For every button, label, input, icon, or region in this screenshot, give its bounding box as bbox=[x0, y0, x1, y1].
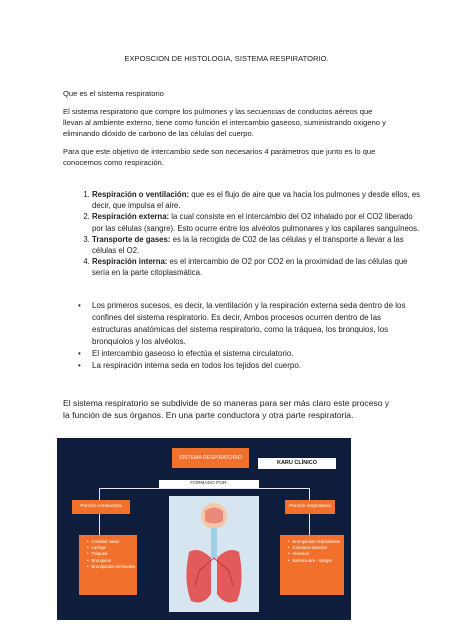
list-item: • Bronquiolos terminales bbox=[87, 564, 137, 570]
list-item: • Conducto alveolar bbox=[288, 545, 344, 551]
list-item: • Bronquiolos respiratorios bbox=[288, 539, 344, 545]
paragraph-3: El sistema respiratorio se subdivide de so maneras para ser más claro este proceso y la función de sus órganos. En una parte conductora y otra parte respiratoria. bbox=[63, 398, 390, 420]
paragraph-1: El sistema respiratorio que compre los pulmones y las secuencias de conductos aéreos que llevan al ambiente externo, tiene como función el intercambio gaseoso, suministrando oxigeno y eliminando dióxido de carbono de las células del cuerpo. bbox=[63, 107, 386, 138]
respiratory-items-box bbox=[280, 535, 344, 595]
numbered-list bbox=[63, 189, 422, 279]
list-item: • Tráquea bbox=[87, 551, 137, 557]
numbered-item: 4. Respiración interna: es el intercambio de O2 por CO2 en la proximidad de las células que sería en la parte citoplasmática. bbox=[92, 256, 422, 278]
bullet-list bbox=[63, 300, 422, 372]
connector-line bbox=[309, 488, 310, 500]
anatomy-illustration bbox=[169, 496, 259, 612]
bullet-item: • Los primeros sucesos, es decir, la ventilación y la respiración externa seda dentro de los confines del sistema respiratorio. Es decir, Ambos procesos ocurren dentro de las estructuras anatómicas del sistema respiratorio, como la tráquea, los bronquios, los bronquiolos y los alvéolos. bbox=[92, 300, 422, 348]
connector-line bbox=[99, 488, 309, 489]
numbered-item: 3. Transporte de gases: es la la recogida de C02 de las células y el transporte a llevar a las células el O2. bbox=[92, 234, 422, 256]
formed-by-label: FORMADO POR: bbox=[159, 480, 259, 488]
list-item: • Laringe bbox=[87, 545, 137, 551]
question-heading: Que es el sistema respiratorio bbox=[63, 89, 164, 98]
numbered-item: 2. Respiración externa: la cual consiste en el intercambio del O2 inhalado por el CO2 liberado por las células (sangre). Esto ocurre entre los alvéolos pulmonares y los capilares sanguíneos. bbox=[92, 211, 422, 233]
connector-line bbox=[99, 488, 100, 500]
respiratory-portion-label: Porción respiratoria bbox=[285, 500, 335, 514]
list-item: • Alveolos bbox=[288, 551, 344, 557]
conductive-items-box bbox=[79, 535, 137, 595]
list-item: • Bronquios bbox=[87, 558, 137, 564]
brand-label: KARU CLÍNICO bbox=[258, 458, 336, 469]
respiratory-system-figure bbox=[57, 438, 351, 620]
conductive-portion-label: Porción conductora bbox=[72, 500, 130, 514]
numbered-item: 1. Respiración o ventilación: que es el flujo de aire que va hacia los pulmones y desde ellos, es decir, que impulsa el aire. bbox=[92, 189, 422, 211]
connector-line bbox=[99, 514, 100, 535]
list-item: • Cavidad nasal bbox=[87, 539, 137, 545]
bullet-item: • La respiración interna seda en todos los tejidos del cuerpo. bbox=[92, 360, 422, 372]
list-item: • Barrera aire - sangre bbox=[288, 558, 344, 564]
paragraph-2: Para que este objetivo de intercambio sede son necesarios 4 parámetros que junto es lo que conocemos como respiración. bbox=[63, 147, 376, 167]
document-title: EXPOSCION DE HISTOLOGIA, SISTEMA RESPIRATORIO. bbox=[124, 54, 329, 63]
bullet-item: • El intercambio gaseoso lo efectúa el sistema circulatorio. bbox=[92, 348, 422, 360]
lungs-icon bbox=[169, 496, 259, 612]
connector-line bbox=[309, 514, 310, 535]
figure-header: SISTEMA RESPIRATORIO bbox=[172, 448, 249, 468]
